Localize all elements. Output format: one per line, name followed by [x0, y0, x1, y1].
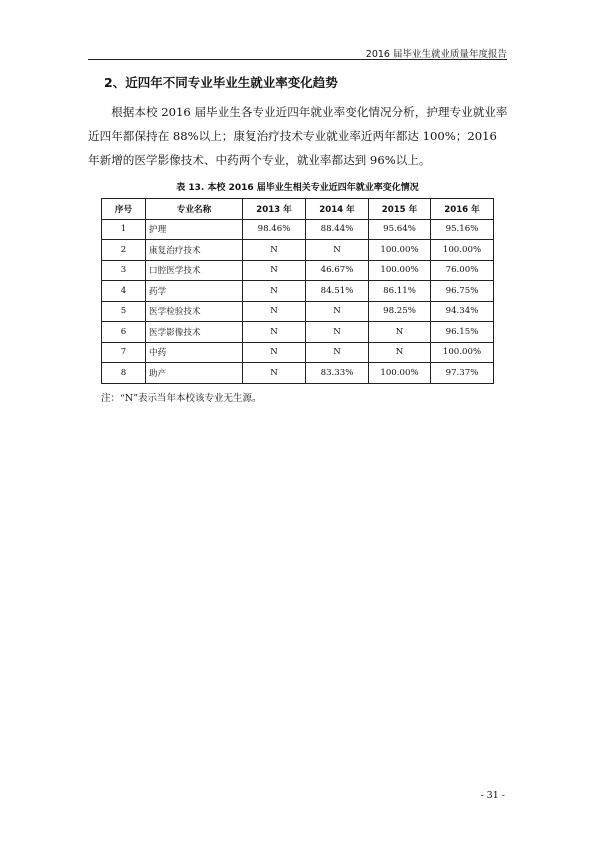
row-index: 7 [102, 342, 146, 363]
header-cell-2013: 2013 年 [243, 199, 306, 220]
rate-2013: N [243, 281, 306, 302]
table-row [102, 281, 494, 302]
header-cell-2015: 2015 年 [369, 199, 431, 220]
major-name: 医学检验技术 [146, 301, 243, 322]
rate-2015: 86.11% [369, 281, 431, 302]
rate-2014: N [306, 342, 369, 363]
row-index: 3 [102, 260, 146, 281]
rate-2014: 84.51% [306, 281, 369, 302]
header-cell-2016: 2016 年 [431, 199, 494, 220]
table-row [102, 363, 494, 384]
rate-2013: N [243, 240, 306, 261]
page-number: - 31 - [480, 790, 505, 801]
rate-2016: 100.00% [431, 342, 494, 363]
row-index: 5 [102, 301, 146, 322]
row-index: 2 [102, 240, 146, 261]
rate-2014: N [306, 322, 369, 343]
rate-2014: 83.33% [306, 363, 369, 384]
row-index: 8 [102, 363, 146, 384]
table-header-row [102, 199, 494, 220]
employment-rate-table [101, 198, 494, 384]
table-row [102, 260, 494, 281]
major-name: 护理 [146, 219, 243, 240]
table-row [102, 219, 494, 240]
major-name: 医学影像技术 [146, 322, 243, 343]
table-row [102, 322, 494, 343]
major-name: 中药 [146, 342, 243, 363]
major-name: 康复治疗技术 [146, 240, 243, 261]
rate-2013: N [243, 322, 306, 343]
rate-2016: 76.00% [431, 260, 494, 281]
rate-2014: N [306, 240, 369, 261]
rate-2013: 98.46% [243, 219, 306, 240]
rate-2014: N [306, 301, 369, 322]
table-row [102, 240, 494, 261]
rate-2015: 98.25% [369, 301, 431, 322]
rate-2013: N [243, 363, 306, 384]
rate-2013: N [243, 260, 306, 281]
table-row [102, 342, 494, 363]
rate-2016: 100.00% [431, 240, 494, 261]
table-caption: 表 13. 本校 2016 届毕业生相关专业近四年就业率变化情况 [176, 183, 419, 193]
rate-2016: 96.15% [431, 322, 494, 343]
rate-2016: 94.34% [431, 301, 494, 322]
rate-2014: 46.67% [306, 260, 369, 281]
rate-2013: N [243, 301, 306, 322]
major-name: 助产 [146, 363, 243, 384]
rate-2015: N [369, 322, 431, 343]
rate-2016: 96.75% [431, 281, 494, 302]
rate-2016: 95.16% [431, 219, 494, 240]
row-index: 1 [102, 219, 146, 240]
rate-2013: N [243, 342, 306, 363]
body-paragraph: 根据本校 2016 届毕业生各专业近四年就业率变化情况分析，护理专业就业率近四年都保持在 88%以上；康复治疗技术专业就业率近两年都达 100%；2016 年新增的医学影像技术、中药两个专业，就业率都达到 96%以上。 [88, 105, 508, 167]
table-row [102, 301, 494, 322]
section-title: 2、近四年不同专业毕业生就业率变化趋势 [104, 75, 338, 90]
table-note: 注：“N”表示当年本校该专业无生源。 [101, 393, 262, 404]
rate-2015: 100.00% [369, 260, 431, 281]
running-header: 2016 届毕业生就业质量年度报告 [365, 49, 507, 60]
rate-2015: 95.64% [369, 219, 431, 240]
major-name: 药学 [146, 281, 243, 302]
rate-2016: 97.37% [431, 363, 494, 384]
row-index: 6 [102, 322, 146, 343]
header-divider [88, 59, 507, 60]
rate-2015: 100.00% [369, 363, 431, 384]
major-name: 口腔医学技术 [146, 260, 243, 281]
header-cell-index: 序号 [102, 199, 146, 220]
rate-2015: 100.00% [369, 240, 431, 261]
rate-2015: N [369, 342, 431, 363]
row-index: 4 [102, 281, 146, 302]
header-cell-major: 专业名称 [146, 199, 243, 220]
header-cell-2014: 2014 年 [306, 199, 369, 220]
rate-2014: 88.44% [306, 219, 369, 240]
